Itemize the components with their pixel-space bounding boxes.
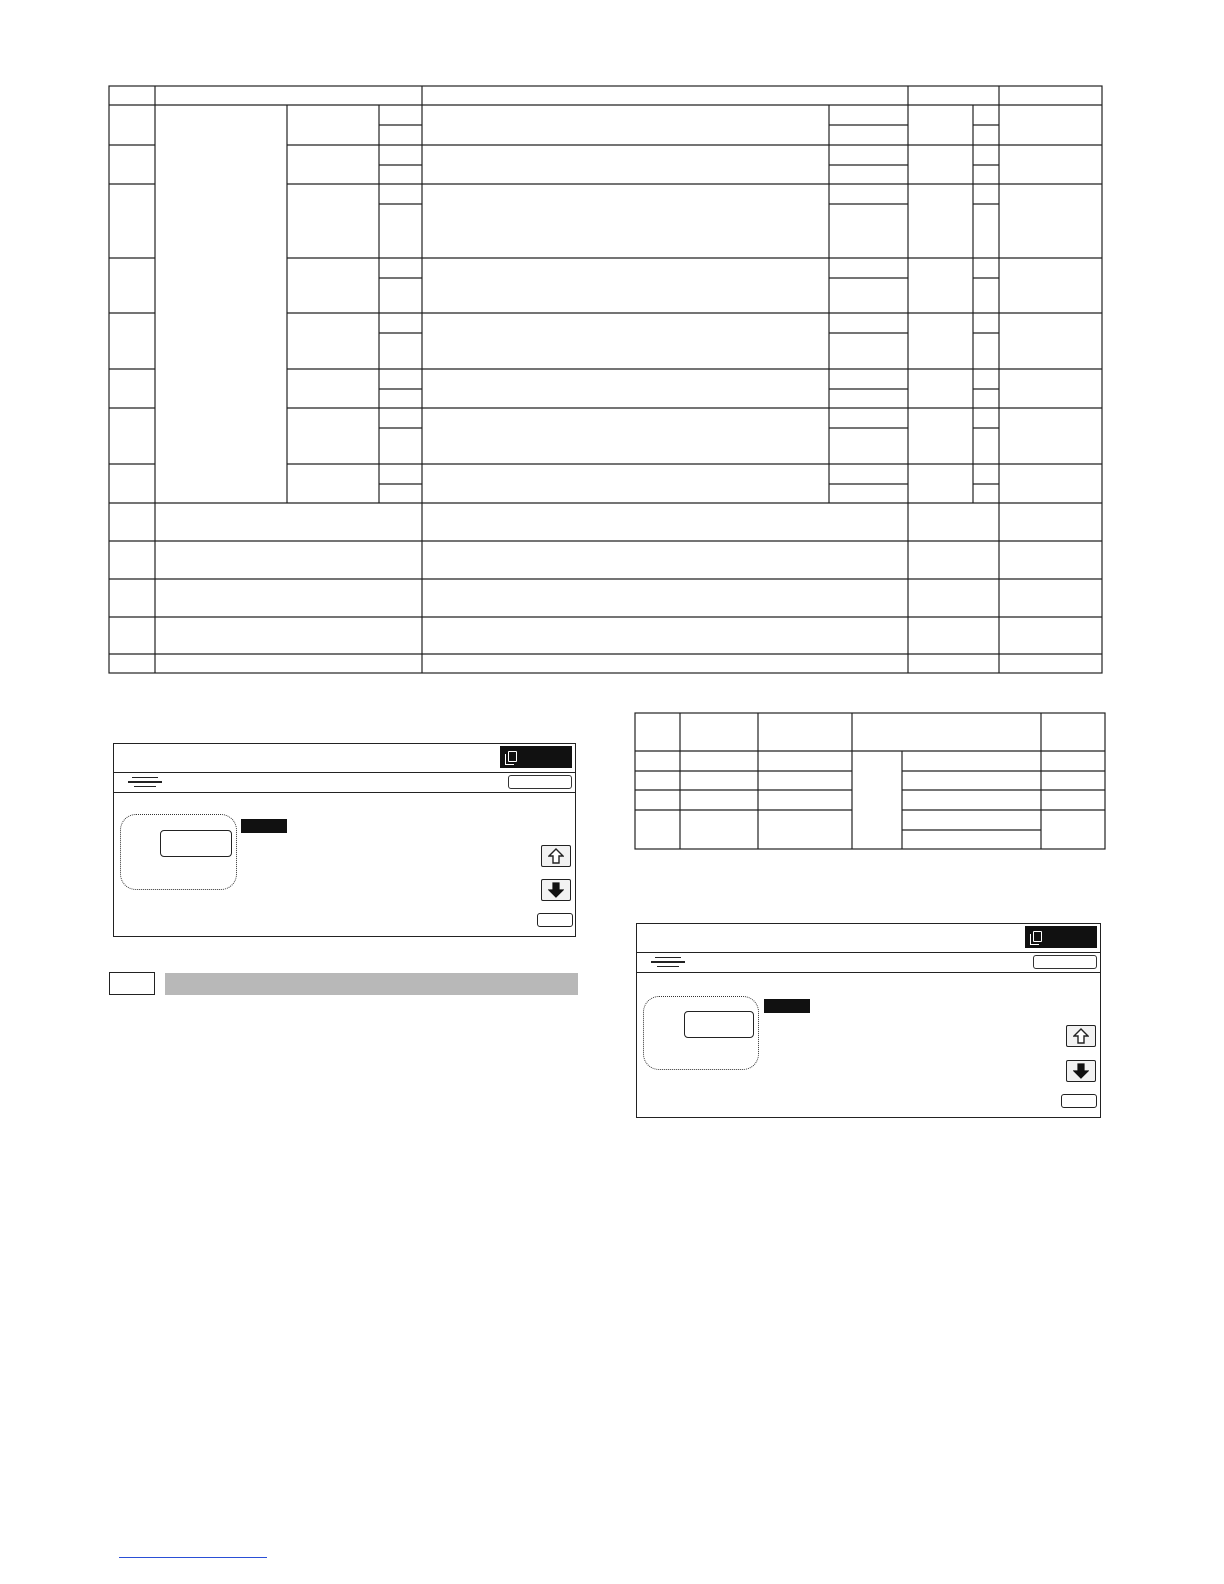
ok-button[interactable] (1061, 1094, 1097, 1108)
value-field[interactable] (684, 1011, 754, 1038)
value-field[interactable] (160, 830, 232, 857)
section-number-box (109, 972, 155, 995)
scroll-up-button[interactable] (1066, 1025, 1096, 1047)
down-arrow-icon (1073, 1063, 1089, 1079)
item-label (241, 819, 287, 833)
panel-sub-bar (114, 772, 575, 793)
panel-sub-bar (637, 952, 1100, 973)
footer-link-underline[interactable] (119, 1557, 267, 1558)
menu-icon (651, 954, 685, 970)
up-arrow-icon (548, 848, 564, 864)
menu-icon (128, 774, 162, 790)
item-label (764, 999, 810, 1013)
copy-icon (508, 751, 517, 762)
scroll-up-button[interactable] (541, 845, 571, 867)
ok-top-button[interactable] (508, 775, 572, 789)
scroll-down-button[interactable] (1066, 1060, 1096, 1082)
copy-mode-badge[interactable] (500, 746, 572, 768)
section-title-band (165, 973, 578, 995)
scroll-down-button[interactable] (541, 879, 571, 901)
copy-mode-badge[interactable] (1025, 926, 1097, 948)
down-arrow-icon (548, 882, 564, 898)
ok-top-button[interactable] (1033, 955, 1097, 969)
ok-button[interactable] (537, 913, 573, 927)
sim-panel-left (113, 743, 576, 937)
up-arrow-icon (1073, 1028, 1089, 1044)
sim-panel-right (636, 923, 1101, 1118)
copy-icon (1033, 931, 1042, 942)
